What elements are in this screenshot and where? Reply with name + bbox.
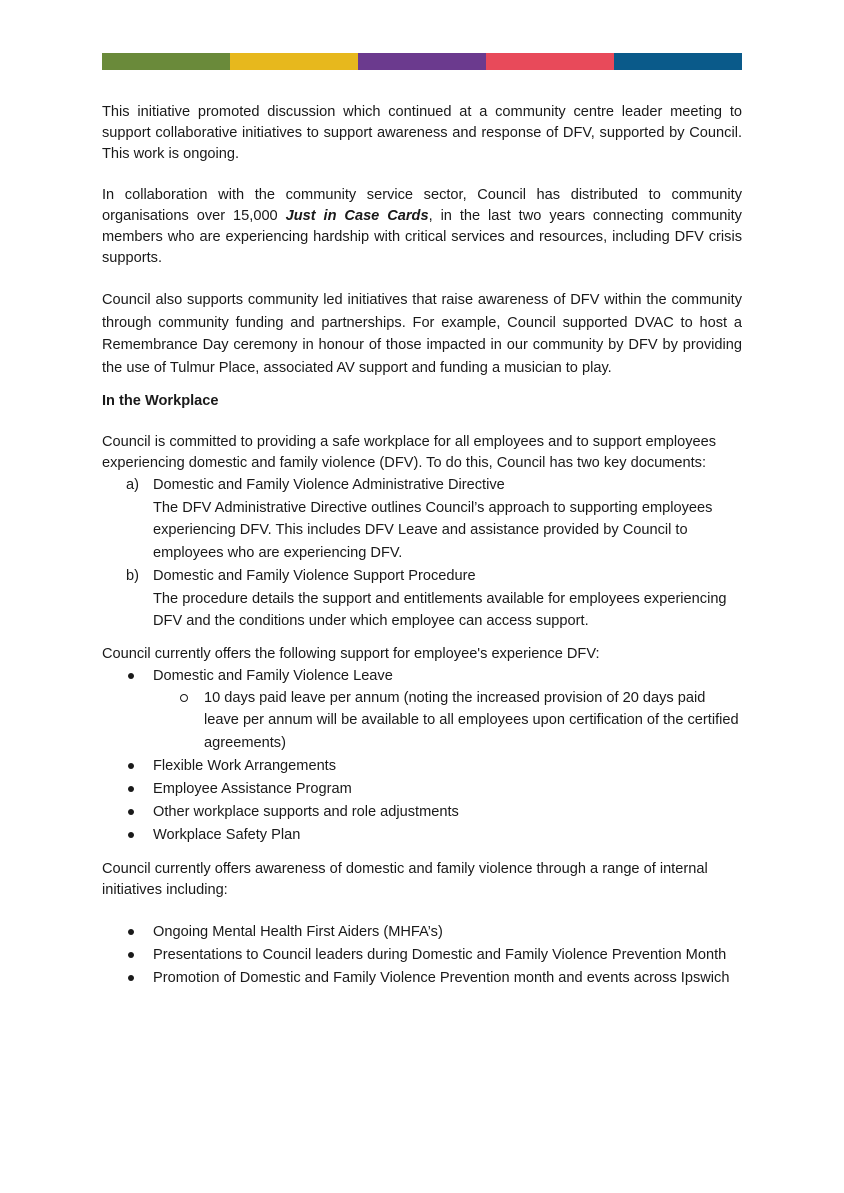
paragraph-just-in-case-cards: In collaboration with the community service sector, Council has distributed to community organisations over 15,000 Just in Case Cards, in the last two years connecting community members who are experiencing hardship with critical services and resources, including DFV crisis supports. — [102, 187, 742, 266]
list-item: Domestic and Family Violence Leave 10 days paid leave per annum (noting the increased provision of 20 days paid leave per annum will be available to all employees upon certification of the certified agreements) — [102, 665, 742, 755]
list-item: 10 days paid leave per annum (noting the increased provision of 20 days paid leave per annum will be available to all employees upon certification of the certified agreements) — [153, 687, 742, 755]
paragraph-awareness-initiatives: Council currently offers awareness of domestic and family violence through a range of internal initiatives including: — [102, 861, 708, 898]
list-item: a) Domestic and Family Violence Administrative Directive The DFV Administrative Directive outlines Council’s approach to supporting employees experiencing DFV. This includes DFV Leave and assistance provided by Council to employees who are experiencing DFV. — [102, 474, 742, 564]
list-item: Presentations to Council leaders during Domestic and Family Violence Prevention Month — [102, 944, 742, 966]
bullet-icon — [128, 809, 134, 815]
stripe-green — [102, 53, 230, 70]
stripe-blue — [614, 53, 742, 70]
list-item: Other workplace supports and role adjustments — [102, 801, 742, 823]
section-heading-workplace: In the Workplace — [102, 393, 219, 409]
just-in-case-cards-emphasis: Just in Case Cards — [285, 208, 429, 224]
bullet-icon — [128, 763, 134, 769]
paragraph-community-initiatives: Council also supports community led initiatives that raise awareness of DFV within the community through community funding and partnerships. For example, Council supported DVAC to host a Remembrance Day ceremony in honour of those impacted in our community by DFV by providing the use of Tulmur Place, associated AV support and funding a musician to play. — [102, 292, 742, 376]
list-item: Flexible Work Arrangements — [102, 755, 742, 777]
stripe-yellow — [230, 53, 358, 70]
document-description: The DFV Administrative Directive outlines Council’s approach to supporting employees experiencing DFV. This includes DFV Leave and assistance provided by Council to employees who are experiencing DFV. — [153, 499, 713, 561]
list-item: Ongoing Mental Health First Aiders (MHFA’s) — [102, 921, 742, 943]
support-list — [102, 665, 742, 847]
document-description: The procedure details the support and entitlements available for employees experiencing DFV and the conditions under which employee can access support. — [153, 590, 727, 629]
list-item: Promotion of Domestic and Family Violence Prevention month and events across Ipswich — [102, 967, 742, 989]
list-item: Employee Assistance Program — [102, 778, 742, 800]
list-item: Workplace Safety Plan — [102, 824, 742, 846]
list-item: b) Domestic and Family Violence Support Procedure The procedure details the support and entitlements available for employees experiencing DFV and the conditions under which employee can access support. — [102, 565, 742, 633]
key-documents-list — [102, 474, 742, 633]
bullet-icon — [128, 975, 134, 981]
paragraph-support-offered: Council currently offers the following support for employee's experience DFV: — [102, 645, 600, 662]
document-body — [102, 102, 742, 990]
bullet-icon — [128, 929, 134, 935]
color-stripe-header — [102, 53, 742, 70]
bullet-icon — [128, 786, 134, 792]
hollow-bullet-icon — [180, 694, 188, 702]
document-title: Domestic and Family Violence Support Procedure — [153, 568, 476, 584]
stripe-red — [486, 53, 614, 70]
paragraph-initiative-discussion: This initiative promoted discussion which continued at a community centre leader meeting to support collaborative initiatives to support awareness and response of DFV, supported by Council. This work is ongoing. — [102, 104, 742, 162]
document-title: Domestic and Family Violence Administrative Directive — [153, 477, 505, 493]
bullet-icon — [128, 832, 134, 838]
paragraph-workplace-commitment: Council is committed to providing a safe workplace for all employees and to support employees experiencing domestic and family violence (DFV). To do this, Council has two key documents: — [102, 434, 717, 471]
stripe-purple — [358, 53, 486, 70]
bullet-icon — [128, 673, 134, 679]
bullet-icon — [128, 952, 134, 958]
initiatives-list — [102, 921, 742, 989]
leave-sublist — [153, 687, 742, 755]
